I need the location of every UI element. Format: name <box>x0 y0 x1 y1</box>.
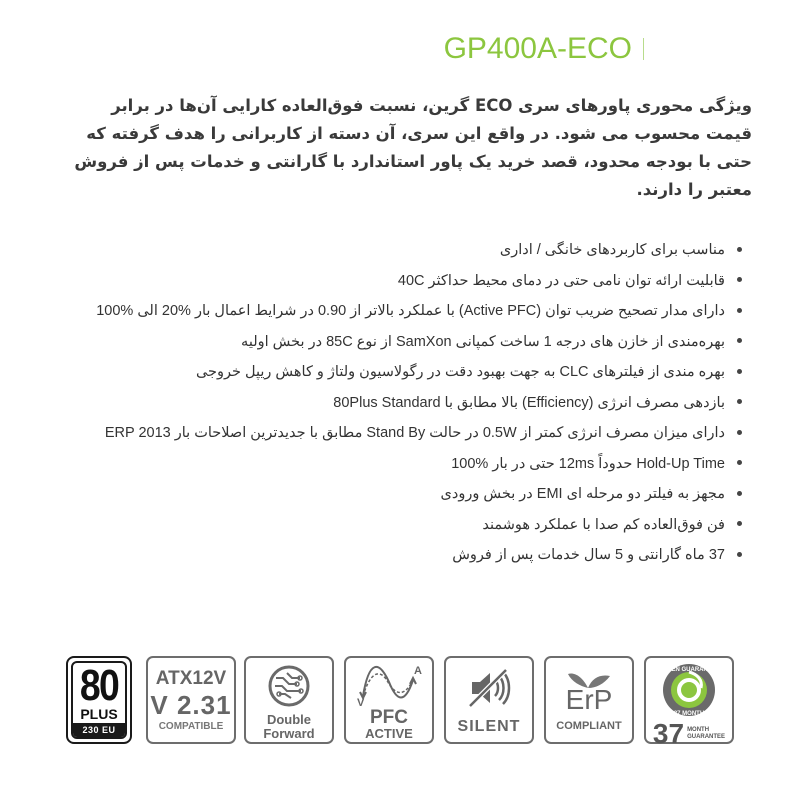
certification-badges <box>66 656 738 749</box>
80-plus-badge <box>66 656 132 744</box>
atx-badge: ATX12V V 2.31 COMPATIBLE <box>146 656 236 744</box>
feature-item: دارای مدار تصحیح ضریب توان (Active PFC) با عملکرد بالاتر از 0.90 در شرایط اعمال بار %20 الی %100 <box>22 299 742 330</box>
feature-item: بهره مندی از فیلترهای CLC به جهت بهبود دقت در رگولاسیون ولتاژ و کاهش ریپل خروجی <box>22 360 742 391</box>
bullet-icon <box>737 308 742 313</box>
title-divider <box>643 38 644 60</box>
bullet-icon <box>737 338 742 343</box>
bullet-icon <box>737 460 742 465</box>
intro-paragraph: ویژگی محوری پاورهای سری ECO گرین، نسبت فوق‌العاده کارایی آن‌ها در برابر قیمت محسوب می شود. در واقع این سری، آن دسته از کاربرانی را هدف گرفته که حتی با بودجه محدود، قصد خرید یک پاور استاندارد با گارانتی و خدمات پس از فروش معتبر را دارند. <box>74 96 752 199</box>
svg-text:A: A <box>414 665 422 677</box>
speaker-muted-icon <box>464 668 514 708</box>
pfc-active-badge: V A PFC ACTIVE <box>344 656 434 744</box>
page-title: GP400A-ECO <box>443 32 632 65</box>
feature-item: مجهز به فیلتر دو مرحله ای EMI در بخش ورودی <box>22 482 742 513</box>
feature-item: قابلیت ارائه توان نامی حتی در دمای محیط حداکثر 40C <box>22 269 742 300</box>
bullet-icon <box>737 491 742 496</box>
erp-badge: ErP COMPLIANT <box>544 656 634 744</box>
guarantee-badge: GREEN GUARANTEE 37 MONTH 37 MONTH GUARANTEE <box>644 656 734 744</box>
sine-wave-icon <box>349 662 429 708</box>
feature-item: فن فوق‌العاده کم صدا با عملکرد هوشمند <box>22 513 742 544</box>
80-plus-icon: 80 PLUS 230 EU <box>71 661 127 739</box>
feature-item: 37 ماه گارانتی و 5 سال خدمات پس از فروش <box>22 543 742 574</box>
feature-list <box>22 238 742 574</box>
guarantee-seal-icon <box>661 662 717 718</box>
bullet-icon <box>737 430 742 435</box>
bullet-icon <box>737 552 742 557</box>
feature-item: مناسب برای کاربردهای خانگی / اداری <box>22 238 742 269</box>
bullet-icon <box>737 277 742 282</box>
feature-item: بهره‌مندی از خازن های درجه 1 ساخت کمپانی SamXon از نوع 85C در بخش اولیه <box>22 330 742 361</box>
svg-text:37 MONTH: 37 MONTH <box>673 711 705 717</box>
feature-item: بازدهی مصرف انرژی (Efficiency) بالا مطابق با 80Plus Standard <box>22 391 742 422</box>
circuit-icon <box>267 664 311 708</box>
feature-item: Hold-Up Time حدوداً 12ms حتی در بار %100 <box>22 452 742 483</box>
silent-badge: SILENT <box>444 656 534 744</box>
svg-text:GREEN GUARANTEE: GREEN GUARANTEE <box>661 667 717 673</box>
svg-text:V: V <box>357 697 365 708</box>
bullet-icon <box>737 399 742 404</box>
bullet-icon <box>737 369 742 374</box>
bullet-icon <box>737 247 742 252</box>
double-forward-badge: Double Forward <box>244 656 334 744</box>
bullet-icon <box>737 521 742 526</box>
header <box>0 30 800 70</box>
feature-item: دارای میزان مصرف انرژی کمتر از 0.5W در حالت Stand By مطابق با جدیدترین اصلاحات بار ERP 2013 <box>22 421 742 452</box>
